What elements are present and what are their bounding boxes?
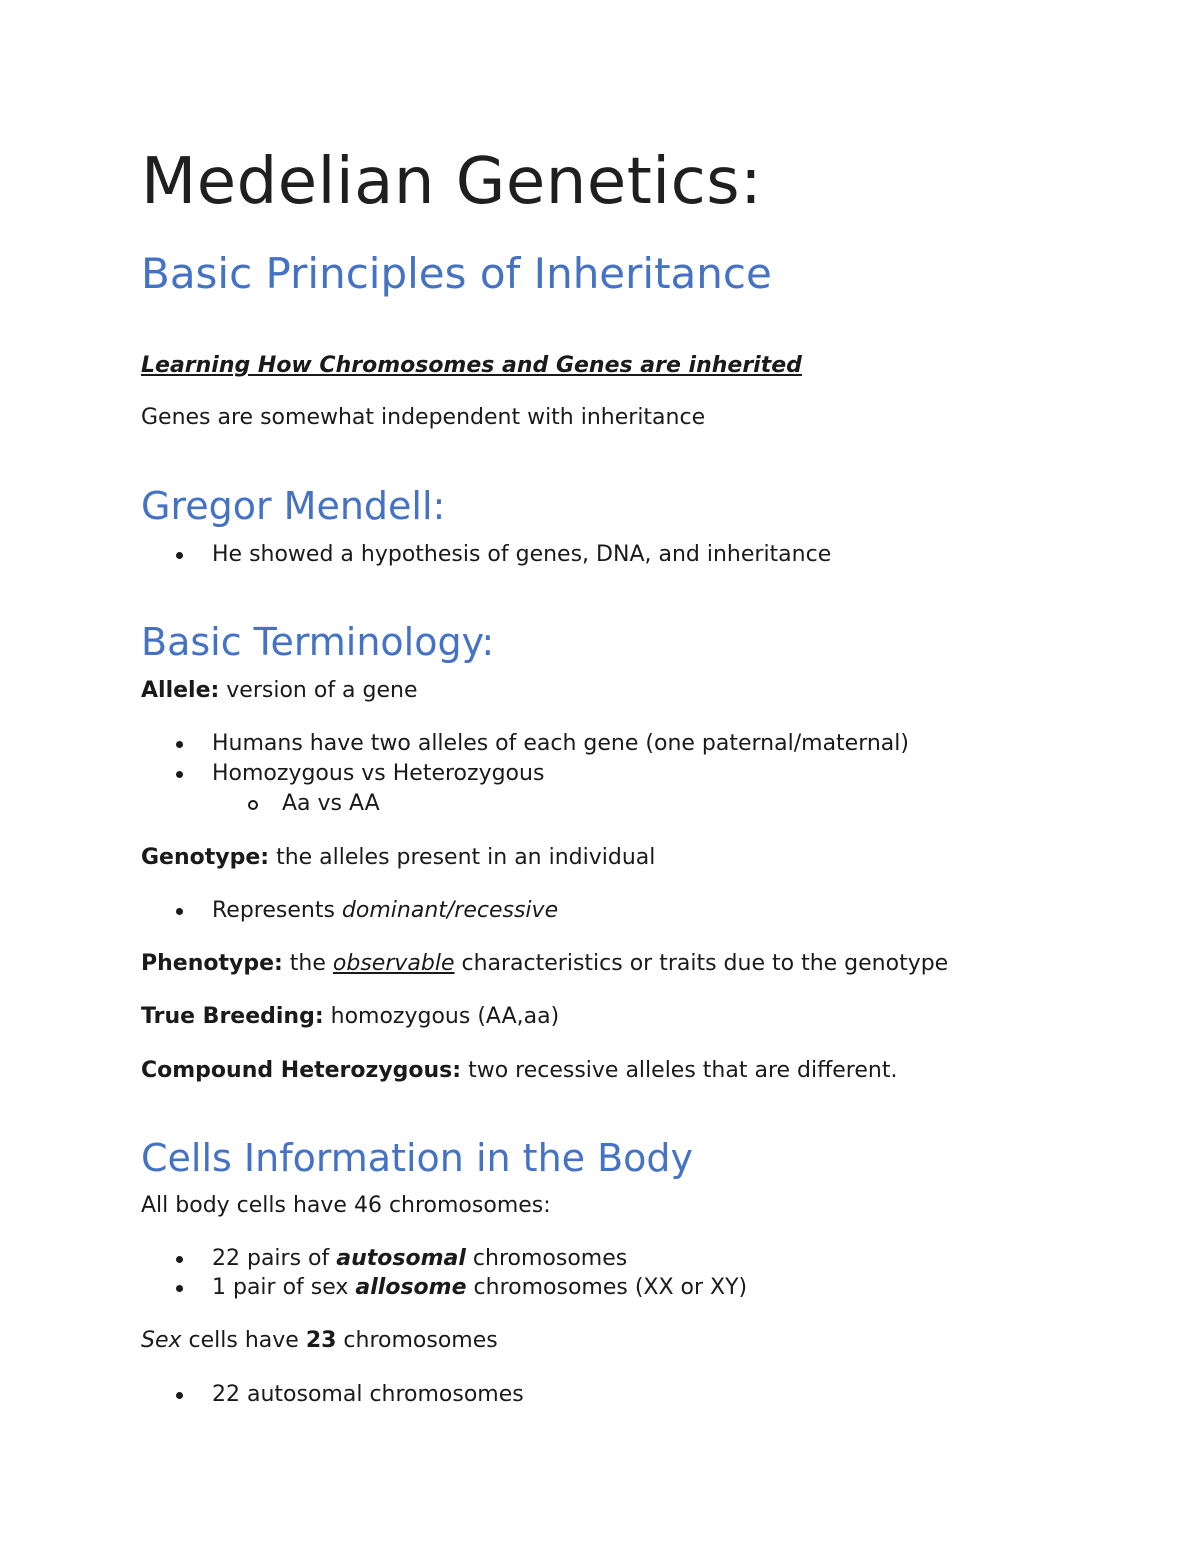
terminology-heading: Basic Terminology: xyxy=(141,620,495,664)
cells-heading: Cells Information in the Body xyxy=(141,1136,694,1180)
bullet-icon xyxy=(176,552,183,559)
intro-text: Genes are somewhat independent with inheritance xyxy=(141,405,706,430)
allele-term: Allele: xyxy=(141,678,220,703)
phenotype-text-after: characteristics or traits due to the genotype xyxy=(454,951,949,976)
true-breeding-term: True Breeding: xyxy=(141,1004,324,1029)
cells-bullet-emphasis: autosomal xyxy=(336,1246,466,1271)
genotype-text: the alleles present in an individual xyxy=(269,845,656,870)
genotype-bullet-emphasis: dominant/recessive xyxy=(341,898,559,923)
true-breeding-definition xyxy=(141,1002,559,1032)
document-subtitle: Basic Principles of Inheritance xyxy=(141,249,772,298)
cells-bullet-emphasis: allosome xyxy=(355,1275,467,1300)
genotype-bullet-prefix: Represents xyxy=(212,898,342,923)
genotype-bullet xyxy=(212,896,558,926)
bullet-icon xyxy=(176,1392,183,1399)
sex-cells-after: chromosomes xyxy=(336,1328,498,1353)
true-breeding-text: homozygous (AA,aa) xyxy=(323,1004,560,1029)
mendel-bullet: He showed a hypothesis of genes, DNA, and inheritance xyxy=(212,542,832,567)
phenotype-text-before: the xyxy=(282,951,333,976)
cells-bullet xyxy=(212,1244,627,1274)
bullet-icon xyxy=(176,1285,183,1292)
phenotype-term: Phenotype: xyxy=(141,951,283,976)
bullet-icon xyxy=(176,908,183,915)
phenotype-emphasis: observable xyxy=(332,951,455,976)
genotype-definition xyxy=(141,843,655,873)
bullet-icon xyxy=(176,771,183,778)
phenotype-definition xyxy=(141,949,948,979)
document-title: Medelian Genetics: xyxy=(141,145,763,219)
cells-bullet-after: chromosomes (XX or XY) xyxy=(466,1275,748,1300)
mendel-heading: Gregor Mendell: xyxy=(141,484,446,528)
sex-cells-text xyxy=(141,1326,498,1356)
cells-bullet xyxy=(212,1273,747,1303)
learning-heading: Learning How Chromosomes and Genes are inherited xyxy=(141,353,802,378)
cells-intro: All body cells have 46 chromosomes: xyxy=(141,1193,551,1218)
compound-text: two recessive alleles that are different. xyxy=(461,1058,898,1083)
genotype-term: Genotype: xyxy=(141,845,270,870)
allele-text: version of a gene xyxy=(219,678,418,703)
bullet-icon xyxy=(176,1256,183,1263)
cells-bullet-before: 22 pairs of xyxy=(212,1246,337,1271)
sex-cells-count: 23 xyxy=(305,1328,337,1353)
compound-term: Compound Heterozygous: xyxy=(141,1058,462,1083)
cells-bullet-before: 1 pair of sex xyxy=(212,1275,356,1300)
allele-bullet: Humans have two alleles of each gene (one paternal/maternal) xyxy=(212,731,909,756)
cells-bullet-after: chromosomes xyxy=(465,1246,628,1271)
sex-cells-italic: Sex xyxy=(141,1328,182,1353)
allele-definition xyxy=(141,676,418,706)
cells-bullet: 22 autosomal chromosomes xyxy=(212,1382,524,1407)
compound-definition xyxy=(141,1056,897,1086)
allele-sub-bullet: Aa vs AA xyxy=(282,791,380,816)
bullet-icon xyxy=(176,741,183,748)
allele-bullet: Homozygous vs Heterozygous xyxy=(212,761,545,786)
circle-bullet-icon xyxy=(248,800,258,810)
sex-cells-middle: cells have xyxy=(181,1328,306,1353)
